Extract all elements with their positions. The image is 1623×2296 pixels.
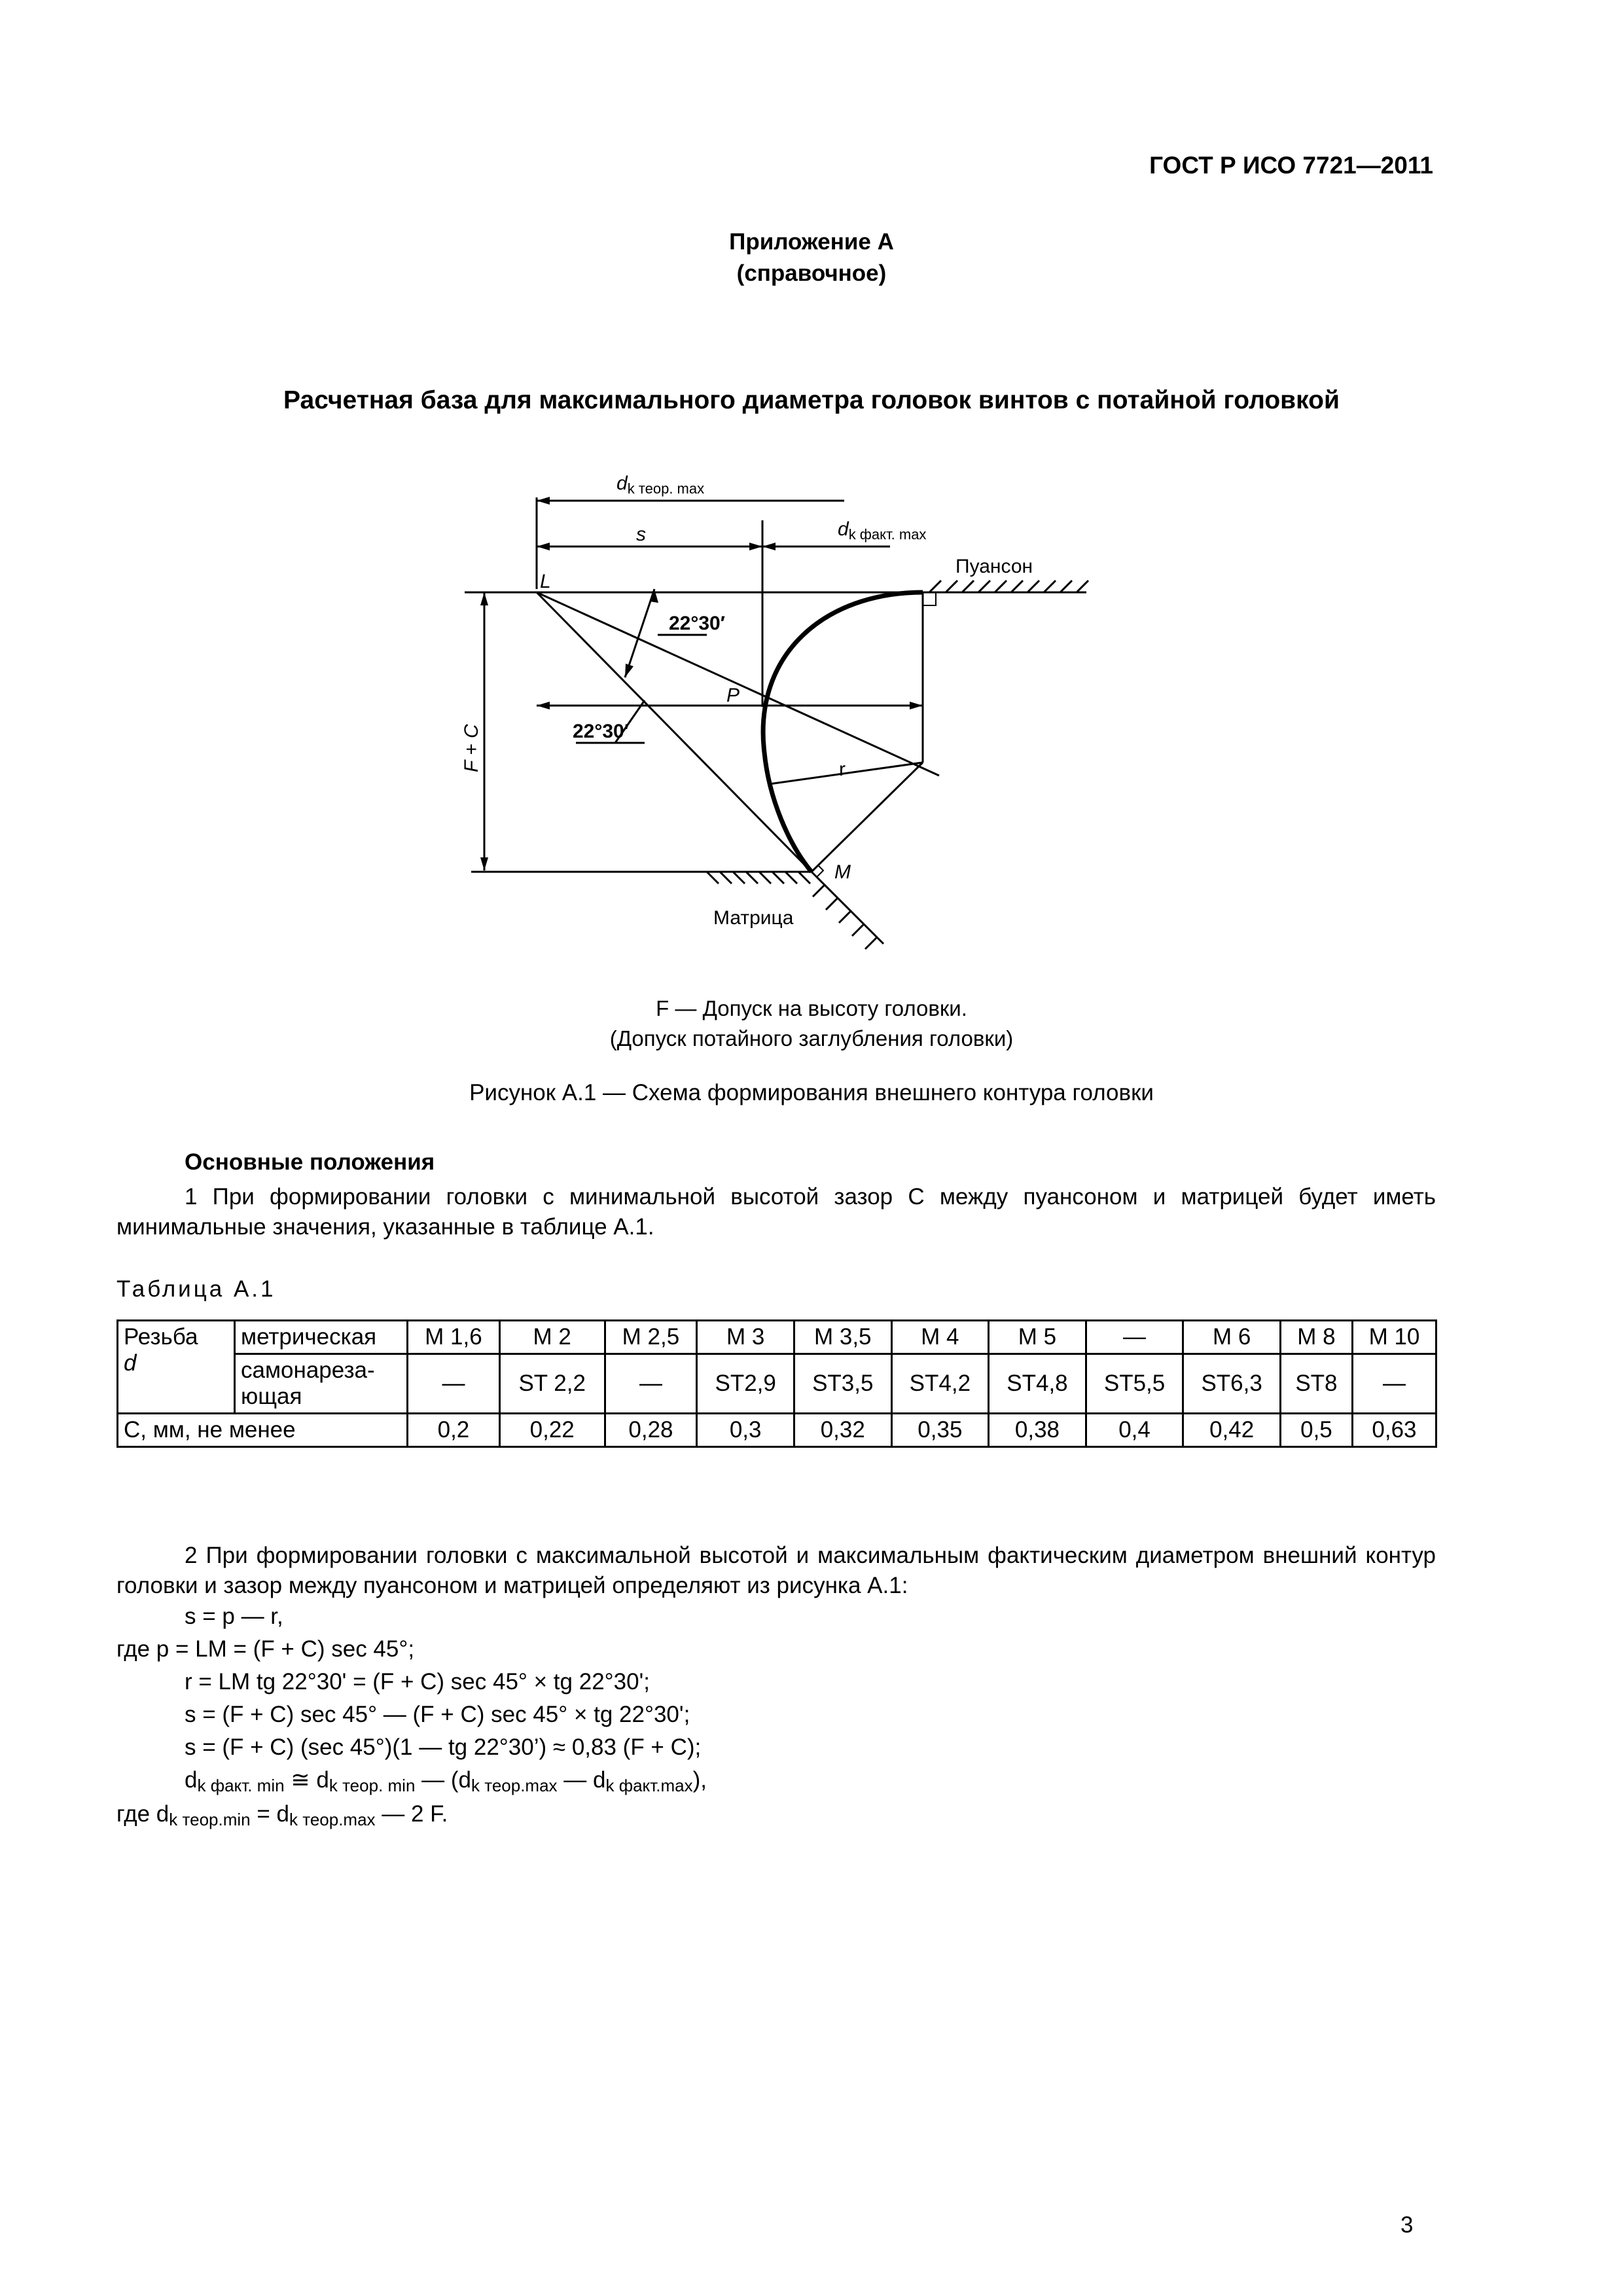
table-cell: 0,5 xyxy=(1280,1414,1352,1447)
label-punch: Пуансон xyxy=(955,556,1033,577)
annex-note: (справочное) xyxy=(736,260,887,286)
radius-line xyxy=(769,762,923,784)
table-cell: 0,63 xyxy=(1352,1414,1436,1447)
page-number: 3 xyxy=(1400,2212,1414,2238)
line-l-center xyxy=(537,592,939,776)
label-dk-fact: $d_{k факт. max}$ xyxy=(838,518,927,543)
table-cell: — xyxy=(1086,1321,1183,1354)
punch-hatching xyxy=(923,581,1088,592)
table-cell: М 8 xyxy=(1280,1321,1352,1354)
table-row xyxy=(118,1354,1436,1414)
table-cell: 0,3 xyxy=(697,1414,794,1447)
formula-6: $d_{k факт. min}$ ≅ $d_{k теор. min}$ — ($d_{k теор.max}$ — $d_{k факт.max}$), xyxy=(185,1767,707,1795)
figure-note-2: (Допуск потайного заглубления головки) xyxy=(609,1026,1014,1050)
table-cell: 0,2 xyxy=(408,1414,500,1447)
table-row xyxy=(118,1321,1436,1354)
annex-heading xyxy=(0,226,1623,289)
label-m: M xyxy=(834,861,851,883)
paragraph-2: 2 При формировании головки с максимальной высотой и максимальным фактическим диаметром внешний контур головки и зазор между пуансоном и матрицей определяют из рисунка А.1: xyxy=(116,1543,1436,1598)
row-label-self-tapping: самонареза-ющая xyxy=(235,1354,408,1414)
paragraph-1: 1 При формировании головки с минимальной высотой зазор C между пуансоном и матрицей будет иметь минимальные значения, указанные в таблице А.1. xyxy=(116,1184,1436,1240)
table-cell: ST5,5 xyxy=(1086,1354,1183,1414)
thread-symbol: d xyxy=(124,1350,137,1376)
main-provisions-heading: Основные положения xyxy=(185,1149,435,1175)
figure-a1 xyxy=(458,458,1099,982)
table-cell: М 6 xyxy=(1183,1321,1281,1354)
table-cell: М 2,5 xyxy=(605,1321,697,1354)
table-cell: 0,22 xyxy=(499,1414,605,1447)
formula-5: s = (F + C) (sec 45°)(1 — tg 22°30’) ≈ 0,83 (F + C); xyxy=(185,1734,702,1760)
row-label-clearance: C, мм, не менее xyxy=(118,1414,408,1447)
formula-2: где p = LM = (F + C) sec 45°; xyxy=(116,1636,415,1662)
annex-title: Приложение А xyxy=(729,229,894,255)
figure-caption: Рисунок А.1 — Схема формирования внешнего контура головки xyxy=(469,1080,1154,1105)
table-cell: М 3 xyxy=(697,1321,794,1354)
thread-header-cell xyxy=(118,1321,235,1414)
table-label: Таблица А.1 xyxy=(116,1276,276,1302)
label-f-plus-c: F + C xyxy=(461,724,482,772)
table-cell: 0,4 xyxy=(1086,1414,1183,1447)
figure-note-1: F — Допуск на высоту головки. xyxy=(656,996,967,1020)
table-cell: 0,38 xyxy=(989,1414,1086,1447)
label-angle-2: 22°30′ xyxy=(573,721,629,742)
table-cell: ST4,2 xyxy=(891,1354,989,1414)
table-cell: ST3,5 xyxy=(794,1354,891,1414)
line-m-center xyxy=(812,762,923,872)
table-row xyxy=(118,1414,1436,1447)
row-label-metric: метрическая xyxy=(235,1321,408,1354)
label-p: P xyxy=(726,685,740,706)
table-cell: ST2,9 xyxy=(697,1354,794,1414)
label-angle-1: 22°30′ xyxy=(669,613,725,634)
table-cell: 0,28 xyxy=(605,1414,697,1447)
formula-4: s = (F + C) sec 45° — (F + C) sec 45° × tg 22°30'; xyxy=(185,1702,690,1727)
table-cell: — xyxy=(408,1354,500,1414)
thread-label: Резьба xyxy=(124,1324,198,1350)
label-l: L xyxy=(540,571,551,592)
table-cell: М 4 xyxy=(891,1321,989,1354)
table-cell: М 1,6 xyxy=(408,1321,500,1354)
table-cell: М 5 xyxy=(989,1321,1086,1354)
standard-designation: ГОСТ Р ИСО 7721—2011 xyxy=(1149,152,1433,179)
formula-1: s = p — r, xyxy=(185,1604,283,1629)
table-cell: ST 2,2 xyxy=(499,1354,605,1414)
table-cell: ST4,8 xyxy=(989,1354,1086,1414)
table-cell: — xyxy=(605,1354,697,1414)
table-cell: М 2 xyxy=(499,1321,605,1354)
table-a1 xyxy=(116,1319,1437,1448)
table-cell: ST8 xyxy=(1280,1354,1352,1414)
section-title: Расчетная база для максимального диаметра головок винтов с потайной головкой xyxy=(283,386,1340,414)
arrowheads xyxy=(480,497,923,870)
table-cell: 0,32 xyxy=(794,1414,891,1447)
label-r: r xyxy=(839,759,846,780)
formula-7: где $d_{k теор.min} = d_{k теор.max}$ — 2 F. xyxy=(116,1801,448,1829)
label-dk-theor: $d_{k теор. max}$ xyxy=(616,473,705,497)
table-cell: 0,42 xyxy=(1183,1414,1281,1447)
formula-3: r = LM tg 22°30' = (F + C) sec 45° × tg 22°30'; xyxy=(185,1669,650,1695)
head-contour-diagram xyxy=(458,458,1099,982)
figure-notes xyxy=(0,994,1623,1054)
table-cell: — xyxy=(1352,1354,1436,1414)
table-cell: М 10 xyxy=(1352,1321,1436,1354)
table-cell: 0,35 xyxy=(891,1414,989,1447)
label-die: Матрица xyxy=(713,907,794,929)
table-cell: ST6,3 xyxy=(1183,1354,1281,1414)
right-angle-mark-top xyxy=(923,592,936,605)
label-s: s xyxy=(636,524,646,545)
angle-indicator-1 xyxy=(625,589,654,677)
table-cell: М 3,5 xyxy=(794,1321,891,1354)
